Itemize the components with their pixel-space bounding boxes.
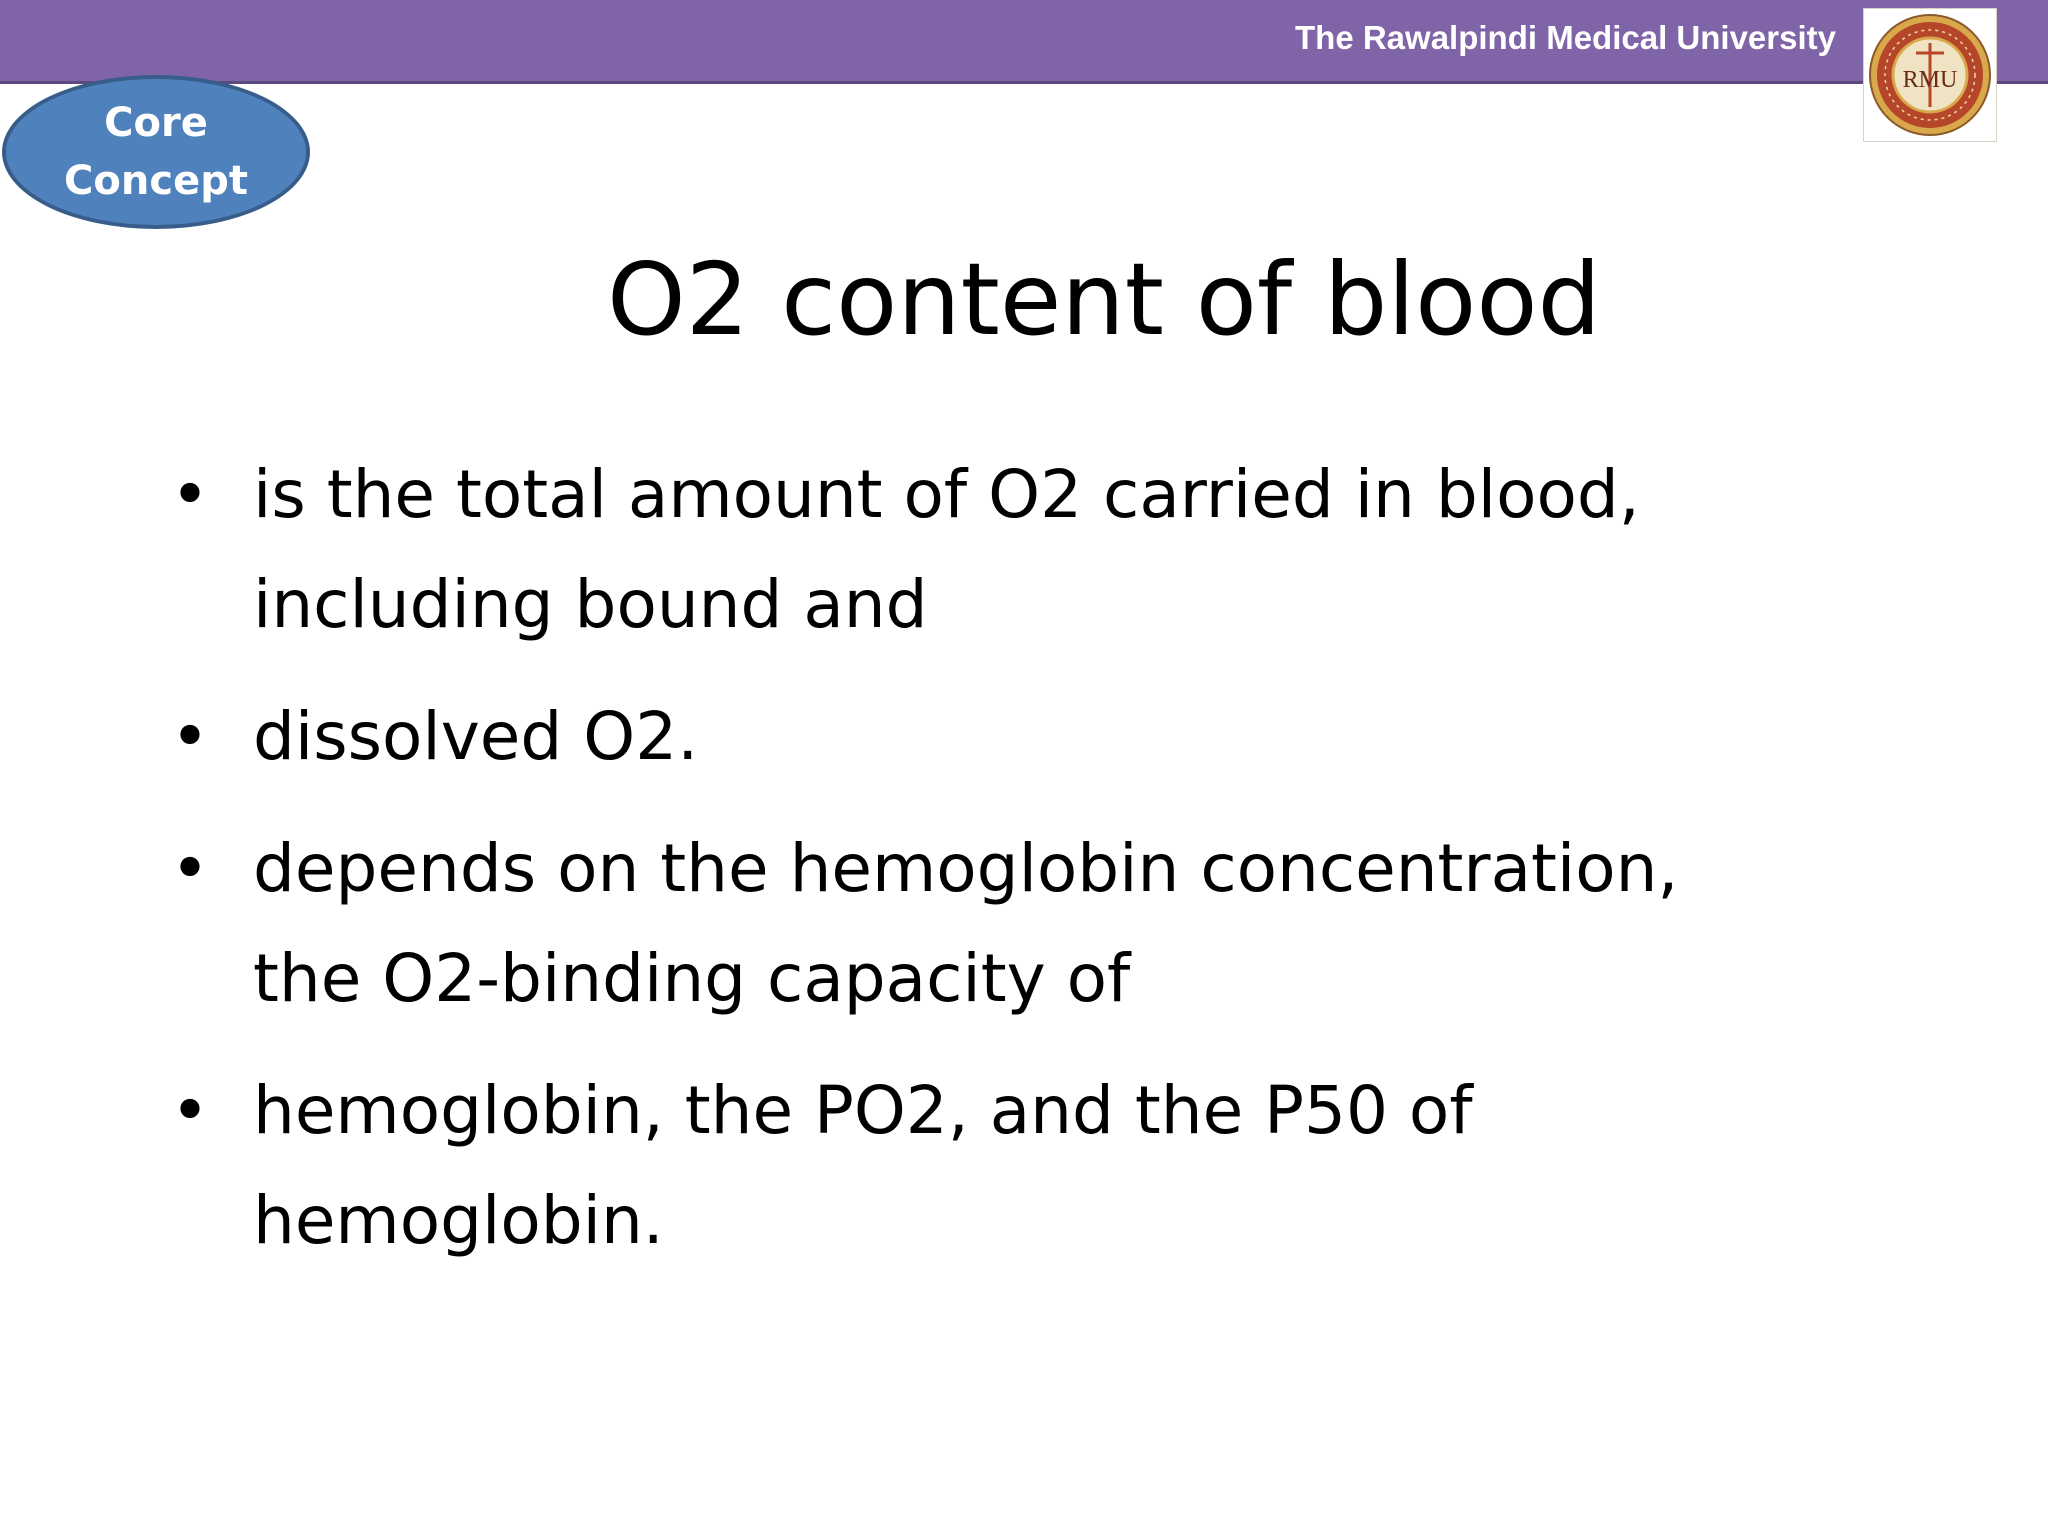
- bullet-text: hemoglobin, the PO2, and the P50 of: [253, 1072, 1473, 1149]
- bullet-dot: •: [170, 830, 210, 907]
- header-bar: [0, 0, 2048, 84]
- bullet-text: depends on the hemoglobin concentration,: [253, 830, 1679, 907]
- bullet-item: [170, 440, 1990, 660]
- bullet-item: [170, 1056, 1990, 1276]
- bullet-text: hemoglobin.: [253, 1182, 664, 1259]
- badge-line-1: Core: [104, 100, 208, 146]
- slide-title: O2 content of blood: [606, 241, 1602, 358]
- badge-line-2: Concept: [64, 158, 248, 204]
- bullet-dot: •: [170, 1072, 210, 1149]
- bullet-item: [170, 682, 1990, 792]
- bullet-text: is the total amount of O2 carried in blood,: [253, 456, 1640, 533]
- bullet-text: including bound and: [253, 566, 928, 643]
- university-seal-icon: [1863, 8, 1997, 142]
- bullet-list: [170, 440, 1990, 1298]
- bullet-dot: •: [170, 456, 210, 533]
- bullet-text: the O2-binding capacity of: [253, 940, 1131, 1017]
- bullet-dot: •: [170, 698, 210, 775]
- bullet-item: [170, 814, 1990, 1034]
- organization-name: The Rawalpindi Medical University: [1295, 19, 1836, 56]
- core-concept-badge: [2, 75, 310, 229]
- seal-lettering: RMU: [1902, 67, 1958, 93]
- bullet-text: dissolved O2.: [253, 698, 699, 775]
